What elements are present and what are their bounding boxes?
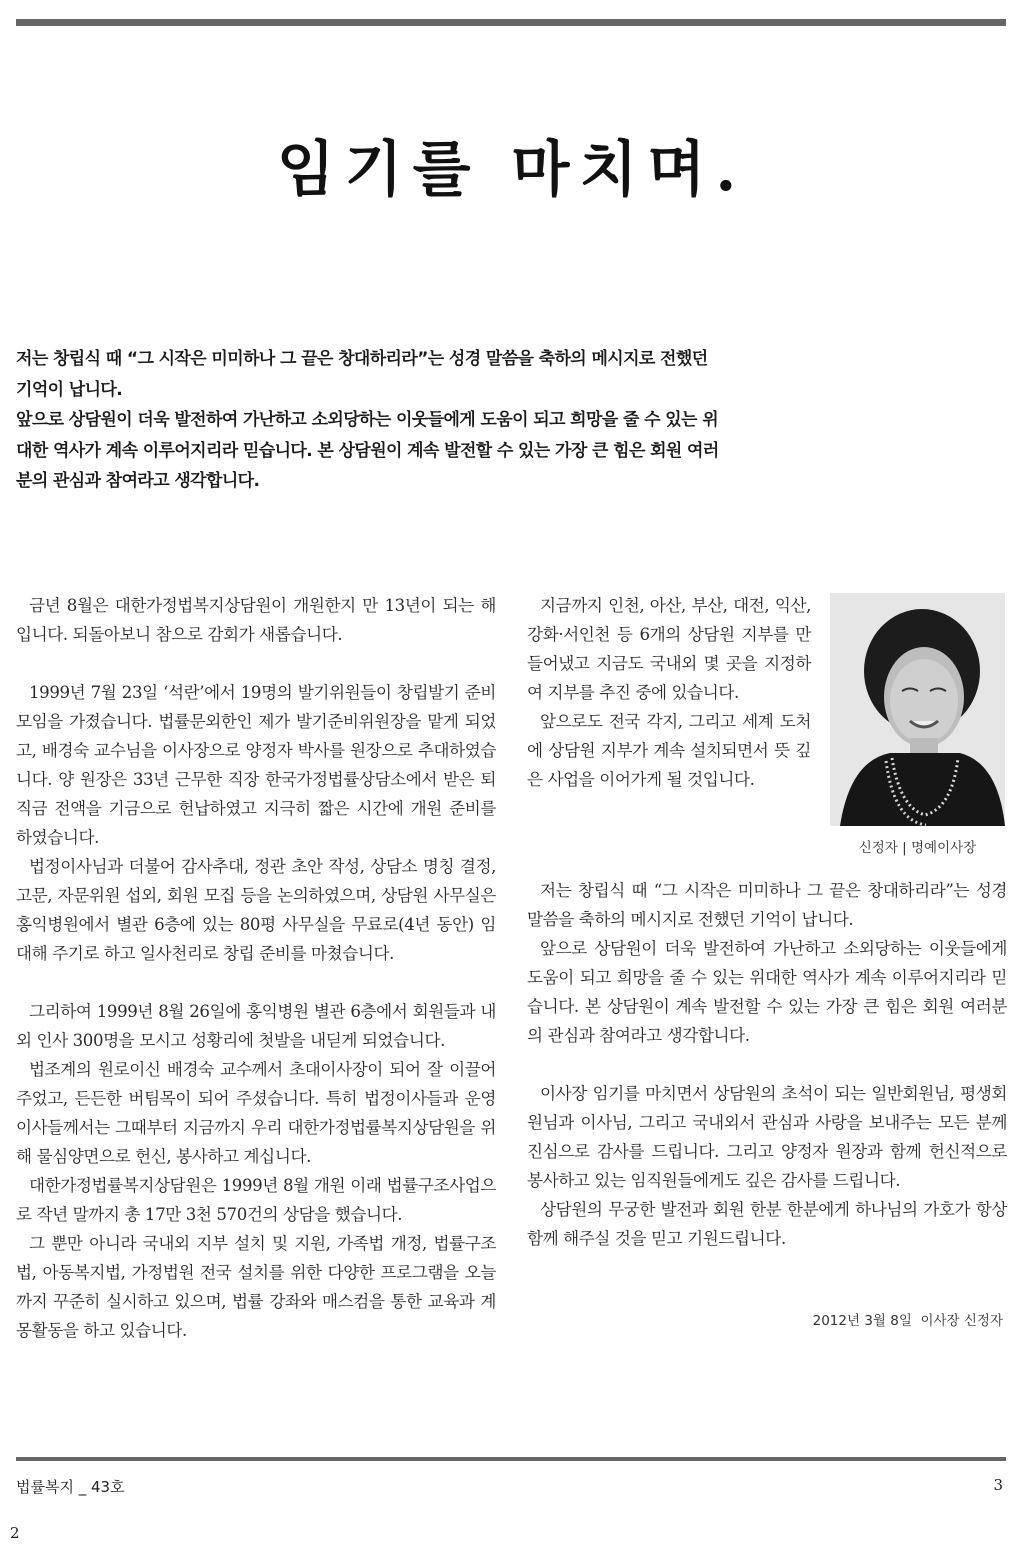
body-paragraph: 법조계의 원로이신 배경숙 교수께서 초대이사장이 되어 잘 이끌어 주었고, 든든한 버팀목이 되어 주셨습니다. 특히 법정이사들과 운영이사들께서는 그때부터 지금까지 우리 대한가정법률복지상담원을 위해 물심양면으로 헌신, 봉사하고 계십니다. <box>16 1060 496 1166</box>
page-title: 임기를 마치며. <box>276 135 747 205</box>
body-paragraph: 앞으로 상담원이 더욱 발전하여 가난하고 소외당하는 이웃들에게 도움이 되고 희망을 줄 수 있는 위대한 역사가 계속 이루어지리라 믿습니다. 본 상담원이 계속 발전할 수 있는 가장 큰 힘은 회원 여러분의 관심과 참여라고 생각합니다. <box>527 939 1007 1045</box>
body-paragraph: 앞으로도 전국 각지, 그리고 세계 도처에 상담원 지부가 계속 설치되면서 뜻 깊은 사업을 이어가게 될 것입니다. <box>527 712 811 789</box>
left-column <box>16 591 496 1345</box>
body-paragraph: 지금까지 인천, 아산, 부산, 대전, 익산, 강화·서인천 등 6개의 상담원 지부를 만들어냈고 지금도 국내외 몇 곳을 지정하여 지부를 추진 중에 있습니다. <box>527 596 811 702</box>
body-paragraph: 그 뿐만 아니라 국내외 지부 설치 및 지원, 가족법 개정, 법률구조법, 아동복지법, 가정법원 전국 설치를 위한 다양한 프로그램을 오늘까지 꾸준히 실시하고 있으며, 법률 강좌와 매스컴을 통한 교육과 계몽활동을 하고 있습니다. <box>16 1234 496 1340</box>
body-paragraph: 금년 8월은 대한가정법복지상담원이 개원한지 만 13년이 되는 해입니다. 되돌아보니 참으로 감회가 새롭습니다. <box>16 596 496 644</box>
body-paragraph: 1999년 7월 23일 ‘석란’에서 19명의 발기위원들이 창립발기 준비모임을 가졌습니다. 법률문외한인 제가 발기준비위원장을 맡게 되었고, 배경숙 교수님을 이사장으로 양정자 박사를 원장으로 추대하였습니다. 양 원장은 33년 근무한 직장 한국가정법률상담소에서 받은 퇴직금 전액을 기금으로 헌납하였고 지극히 짧은 시간에 개원 준비를 하였습니다. <box>16 683 496 847</box>
right-column-top <box>527 591 811 794</box>
intro-paragraph-2: 앞으로 상담원이 더욱 발전하여 가난하고 소외당하는 이웃들에게 도움이 되고 희망을 줄 수 있는 위대한 역사가 계속 이루어지리라 믿습니다. 본 상담원이 계속 발전할 수 있는 가장 큰 힘은 회원 여러분의 관심과 참여라고 생각합니다. <box>16 410 719 492</box>
publication-label: 법률복지 _ 43호 <box>16 1478 125 1496</box>
photo-caption: 신정자 | 명예이사장 <box>858 840 977 856</box>
right-column <box>527 876 1007 1253</box>
bottom-rule <box>16 1457 1006 1461</box>
body-paragraph: 대한가정법률복지상담원은 1999년 8월 개원 이래 법률구조사업으로 작년 말까지 총 17만 3천 570건의 상담을 했습니다. <box>16 1176 496 1224</box>
intro-quote <box>16 344 724 497</box>
page-number: 3 <box>993 1476 1003 1494</box>
body-paragraph: 저는 창립식 때 “그 시작은 미미하나 그 끝은 창대하리라”는 성경 말씀을 축하의 메시지로 전했던 기억이 납니다. <box>527 881 1007 929</box>
body-paragraph: 그리하여 1999년 8월 26일에 홍익병원 별관 6층에서 회원들과 내외 인사 300명을 모시고 성황리에 첫발을 내딛게 되었습니다. <box>16 1002 496 1050</box>
body-paragraph: 상담원의 무궁한 발전과 회원 한분 한분에게 하나님의 가호가 항상 함께 해주실 것을 믿고 기원드립니다. <box>527 1200 1007 1248</box>
body-paragraph: 이사장 임기를 마치면서 상담원의 초석이 되는 일반회원님, 평생회원님과 이사님, 그리고 국내외서 관심과 사랑을 보내주는 모든 분께 진심으로 감사를 드립니다. 그리고 양정자 원장과 함께 헌신적으로 봉사하고 있는 임직원들에게도 깊은 감사를 드립니다. <box>527 1084 1007 1190</box>
top-rule <box>16 19 1006 26</box>
body-paragraph: 법정이사님과 더불어 감사추대, 정관 초안 작성, 상담소 명칭 결정, 고문, 자문위원 섭외, 회원 모집 등을 논의하였으며, 상담원 사무실은 홍익병원에서 별관 6층에 있는 80평 사무실을 무료로(4년 동안) 임대해 주기로 하고 일사천리로 창립 준비를 마쳤습니다. <box>16 857 496 963</box>
page-number-bottom: 2 <box>10 1524 20 1542</box>
portrait-photo <box>830 593 1005 826</box>
intro-paragraph-1: 저는 창립식 때 “그 시작은 미미하나 그 끝은 창대하리라”는 성경 말씀을 축하의 메시지로 전했던 기억이 납니다. <box>16 349 708 400</box>
signature-line: 2012년 3월 8일 이사장 신정자 <box>812 1313 1003 1329</box>
